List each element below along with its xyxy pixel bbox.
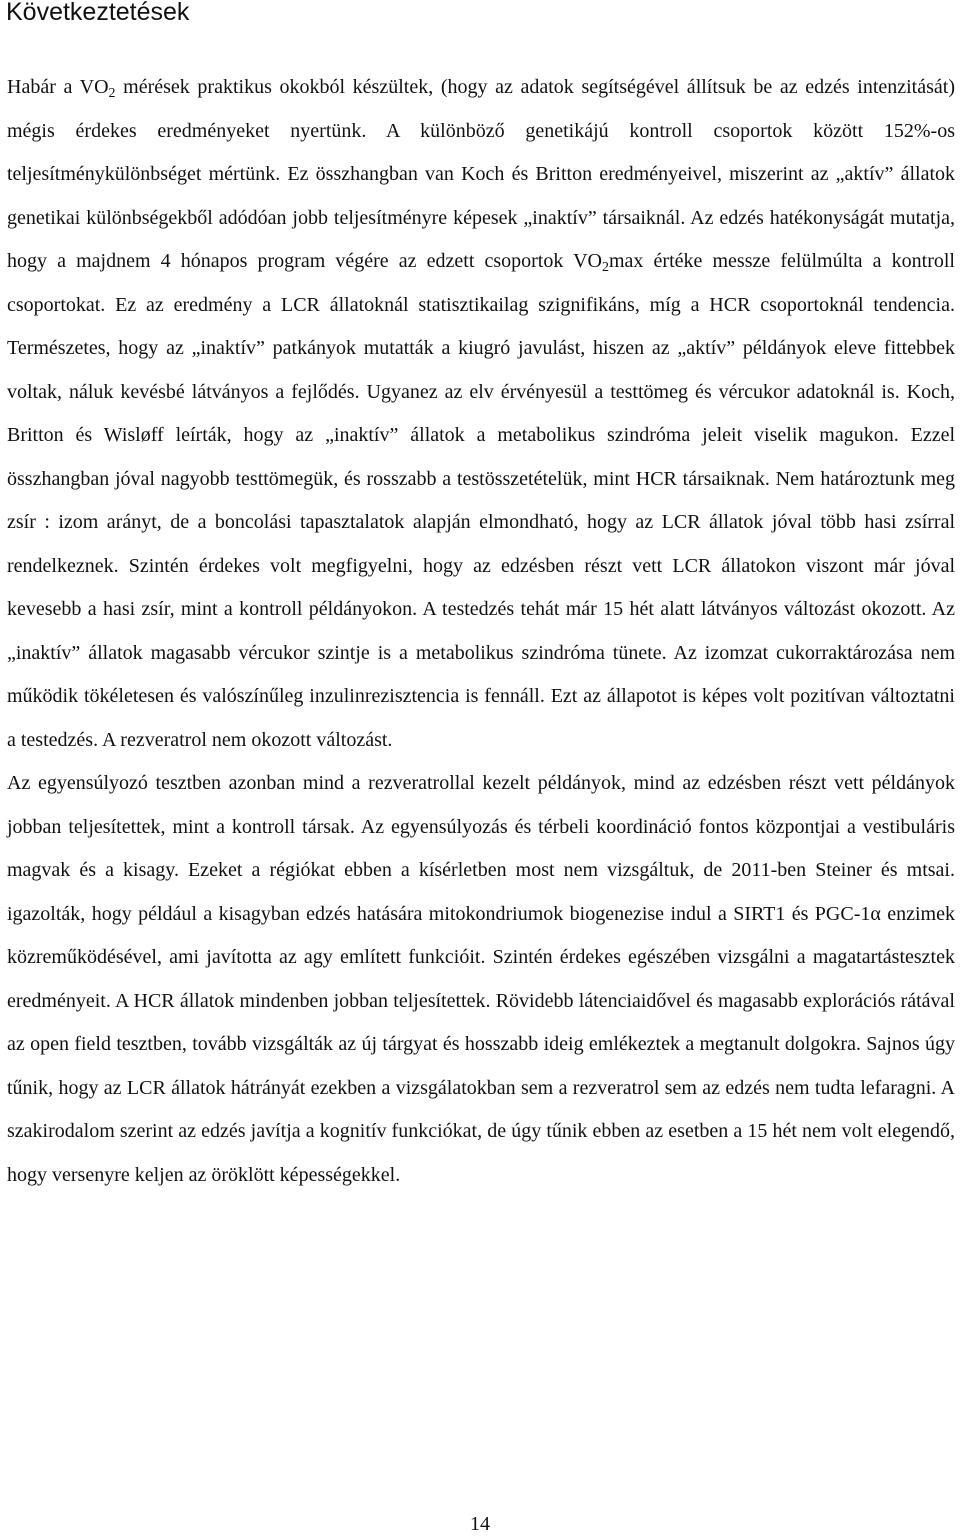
section-heading: Következtetések [6,0,190,26]
paragraph-2: Az egyensúlyozó tesztben azonban mind a rezveratrollal kezelt példányok, mind az edzésben részt vett példányok jobban teljesítettek, mint a kontroll társak. Az egyensúlyozás és térbeli koordináció fontos központjai a vestibuláris magvak és a kisagy. Ezeket a régiókat ebben a kísérletben most nem vizsgáltuk, de 2011-ben Steiner és mtsai. igazolták, hogy például a kisagyban edzés hatására mitokondriumok biogenezise indul a SIRT1 és PGC-1α enzimek közreműködésével, ami javította az agy említett funkcióit. Szintén érdekes egészében vizsgálni a magatartástesztek eredményeit. A HCR állatok mindenben jobban teljesítettek. Rövidebb látenciaidővel és magasabb explorációs rátával az open field tesztben, tovább vizsgálták az új tárgyat és hosszabb ideig emlékeztek a megtanult dolgokra. Sajnos úgy tűnik, hogy az LCR állatok hátrányát ezekben a vizsgálatokban sem a rezveratrol sem az edzés nem tudta lefaragni. A szakirodalom szerint az edzés javítja a kognitív funkciókat, de úgy tűnik ebben az esetben a 15 hét nem volt elegendő, hogy versenyre keljen az öröklött képességekkel. [7,772,955,1186]
subscript-2: 2 [108,86,116,101]
paragraph-1-text-b: mérések praktikus okokból készültek, (hogy az adatok segítségével állítsuk be az edzés intenzitását) mégis érdekes eredményeket nyertünk. A különböző genetikájú kontroll csoportok között 152%-os teljesítménykülönbséget mértünk. Ez összhangban van Koch és Britton eredményeivel, miszerint az „aktív” állatok genetikai különbségekből adódóan jobb teljesítményre képesek „inaktív” társaiknál. Az edzés hatékonyságát mutatja, hogy a majdnem 4 hónapos program végére az edzett csoportok VO [7,76,955,272]
paragraph-1-text-a: Habár a VO [7,76,109,98]
paragraph-1-text-c: max értéke messze felülmúlta a kontroll csoportokat. Ez az eredmény a LCR állatoknál statisztikailag szignifikáns, míg a HCR csoportoknál tendencia. Természetes, hogy az „inaktív” patkányok mutatták a kiugró javulást, hiszen az „aktív” példányok eleve fittebbek voltak, náluk kevésbé látványos a fejlődés. Ugyanez az elv érvényesül a testtömeg és vércukor adatoknál is. Koch, Britton és Wisløff leírták, hogy az „inaktív” állatok a metabolikus szindróma jeleit viselik magukon. Ezzel összhangban jóval nagyobb testtömegük, és rosszabb a testösszetételük, mint HCR társaiknak. Nem határoztunk meg zsír : izom arányt, de a boncolási tapasztalatok alapján elmondható, hogy az LCR állatok jóval több hasi zsírral rendelkeznek. Szintén érdekes volt megfigyelni, hogy az edzésben részt vett LCR állatokon viszont már jóval kevesebb a hasi zsír, mint a kontroll példányokon. A testedzés tehát már 15 hét alatt látványos változást okozott. Az „inaktív” állatok magasabb vércukor szintje is a metabolikus szindróma tünete. Az izomzat cukorraktározása nem működik tökéletesen és valószínűleg inzulinrezisztencia is fennáll. Ezt az állapotot is képes volt pozitívan változtatni a testedzés. A rezveratrol nem okozott változást. [7,250,955,751]
subscript-2: 2 [602,260,609,275]
paragraph-1 [7,66,955,762]
page-number: 14 [470,1513,490,1535]
body-text [7,66,955,1197]
